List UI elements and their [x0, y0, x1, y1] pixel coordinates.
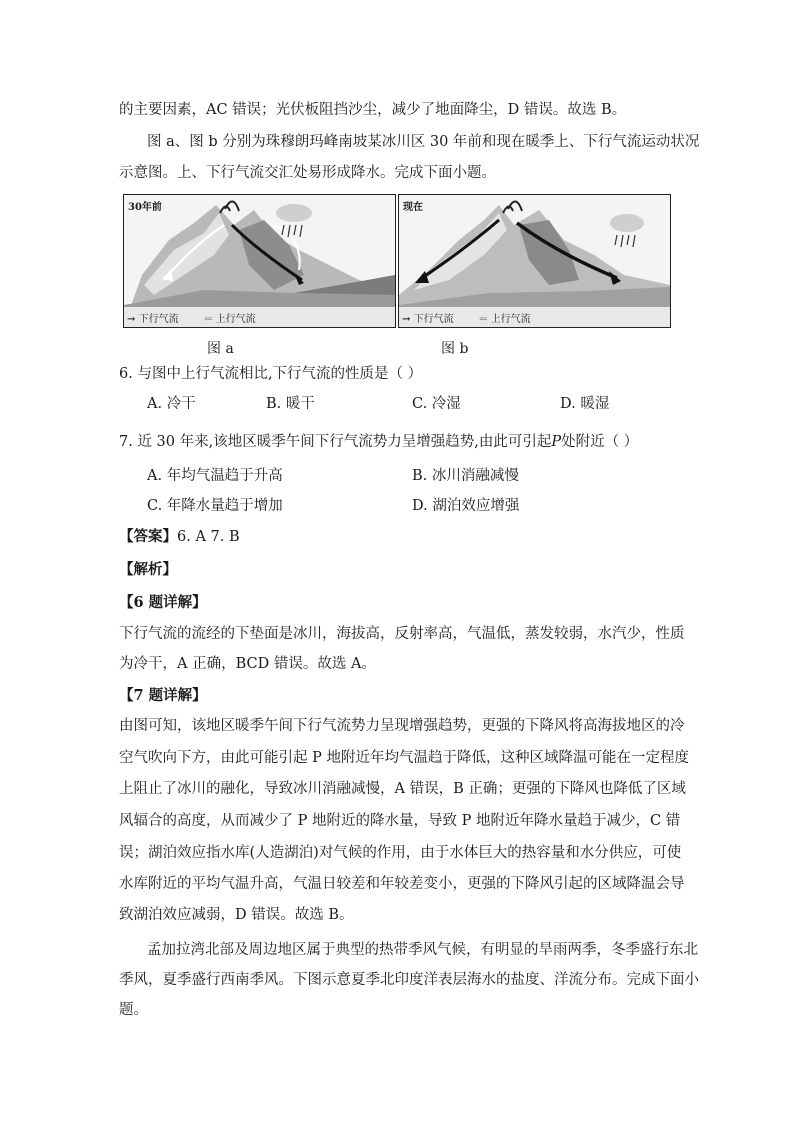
analysis-heading: 【解析】 — [119, 561, 177, 578]
text-line: 误；湖泊效应指水库(人造湖泊)对气候的作用，由于水体巨大的热容量和水分供应，可使 — [119, 845, 682, 861]
text-line: 上阻止了冰川的融化，导致冰川消融减慢，A 错误，B 正确；更强的下降风也降低了区域 — [119, 781, 686, 797]
q6-option-c: C. 冷湿 — [412, 396, 461, 412]
q7-option-d: D. 湖泊效应增强 — [412, 498, 520, 514]
legend-down: → 下行气流 — [402, 314, 454, 325]
figure-caption-a: 图 a — [207, 341, 234, 357]
figure-tag: 现在 — [403, 202, 423, 213]
q6-option-b: B. 暖干 — [266, 396, 315, 412]
question-7-stem: 7. 近 30 年来,该地区暖季午间下行气流势力呈增强趋势,由此可引起P处附近（ ） — [119, 434, 639, 450]
text-line: 的主要因素，AC 错误；光伏板阻挡沙尘，减少了地面降尘，D 错误。故选 B。 — [119, 102, 627, 118]
q7-option-b: B. 冰川消融减慢 — [412, 468, 519, 484]
text-line: 空气吹向下方，由此可能引起 P 地附近年均气温趋于降低，这种区域降温可能在一定程度 — [119, 750, 689, 766]
text-line: 风辐合的高度，从而减少了 P 地附近的降水量，导致 P 地附近年降水量趋于减少，C 错 — [119, 813, 681, 829]
text-line: 水库附近的平均气温升高，气温日较差和年较差变小，更强的下降风引起的区域降温会导 — [119, 876, 685, 892]
text-line: 为冷干，A 正确，BCD 错误。故选 A。 — [119, 656, 376, 672]
text-line: 致湖泊效应减弱，D 错误。故选 B。 — [119, 907, 354, 923]
glacier-diagram-a — [124, 195, 395, 327]
glacier-diagram-b — [399, 195, 670, 327]
text-line: 由图可知，该地区暖季午间下行气流势力呈现增强趋势，更强的下降风将高海拔地区的冷 — [119, 718, 685, 734]
q6-option-a: A. 冷干 — [147, 396, 196, 412]
q6-option-d: D. 暖湿 — [560, 396, 610, 412]
text-line: 图 a、图 b 分别为珠穆朗玛峰南坡某冰川区 30 年前和现在暖季上、下行气流运动状况 — [147, 134, 700, 150]
figure-caption-b: 图 b — [441, 341, 469, 357]
figure-a — [123, 194, 396, 328]
q7-detail-heading: 【7 题详解】 — [119, 687, 207, 704]
q7-option-a: A. 年均气温趋于升高 — [147, 468, 283, 484]
text-line: 孟加拉湾北部及周边地区属于典型的热带季风气候，有明显的旱雨两季，冬季盛行东北 — [147, 942, 698, 958]
figure-b — [398, 194, 671, 328]
legend-up: ⇐ 上行气流 — [204, 314, 256, 325]
text-line: 示意图。上、下行气流交汇处易形成降水。完成下面小题。 — [119, 165, 496, 181]
q7-option-c: C. 年降水量趋于增加 — [147, 498, 283, 514]
answer-line: 【答案】6. A 7. B — [119, 528, 240, 545]
figure-tag: 30年前 — [128, 202, 162, 213]
text-line: 题。 — [119, 1002, 148, 1018]
legend-up: ⇐ 上行气流 — [479, 314, 531, 325]
text-line: 季风，夏季盛行西南季风。下图示意夏季北印度洋表层海水的盐度、洋流分布。完成下面小 — [119, 972, 699, 988]
text-line: 下行气流的流经的下垫面是冰川，海拔高，反射率高，气温低，蒸发较弱，水汽少，性质 — [119, 626, 685, 642]
question-6-stem: 6. 与图中上行气流相比,下行气流的性质是（ ） — [119, 366, 423, 382]
legend-down: → 下行气流 — [127, 314, 179, 325]
q6-detail-heading: 【6 题详解】 — [119, 594, 207, 611]
